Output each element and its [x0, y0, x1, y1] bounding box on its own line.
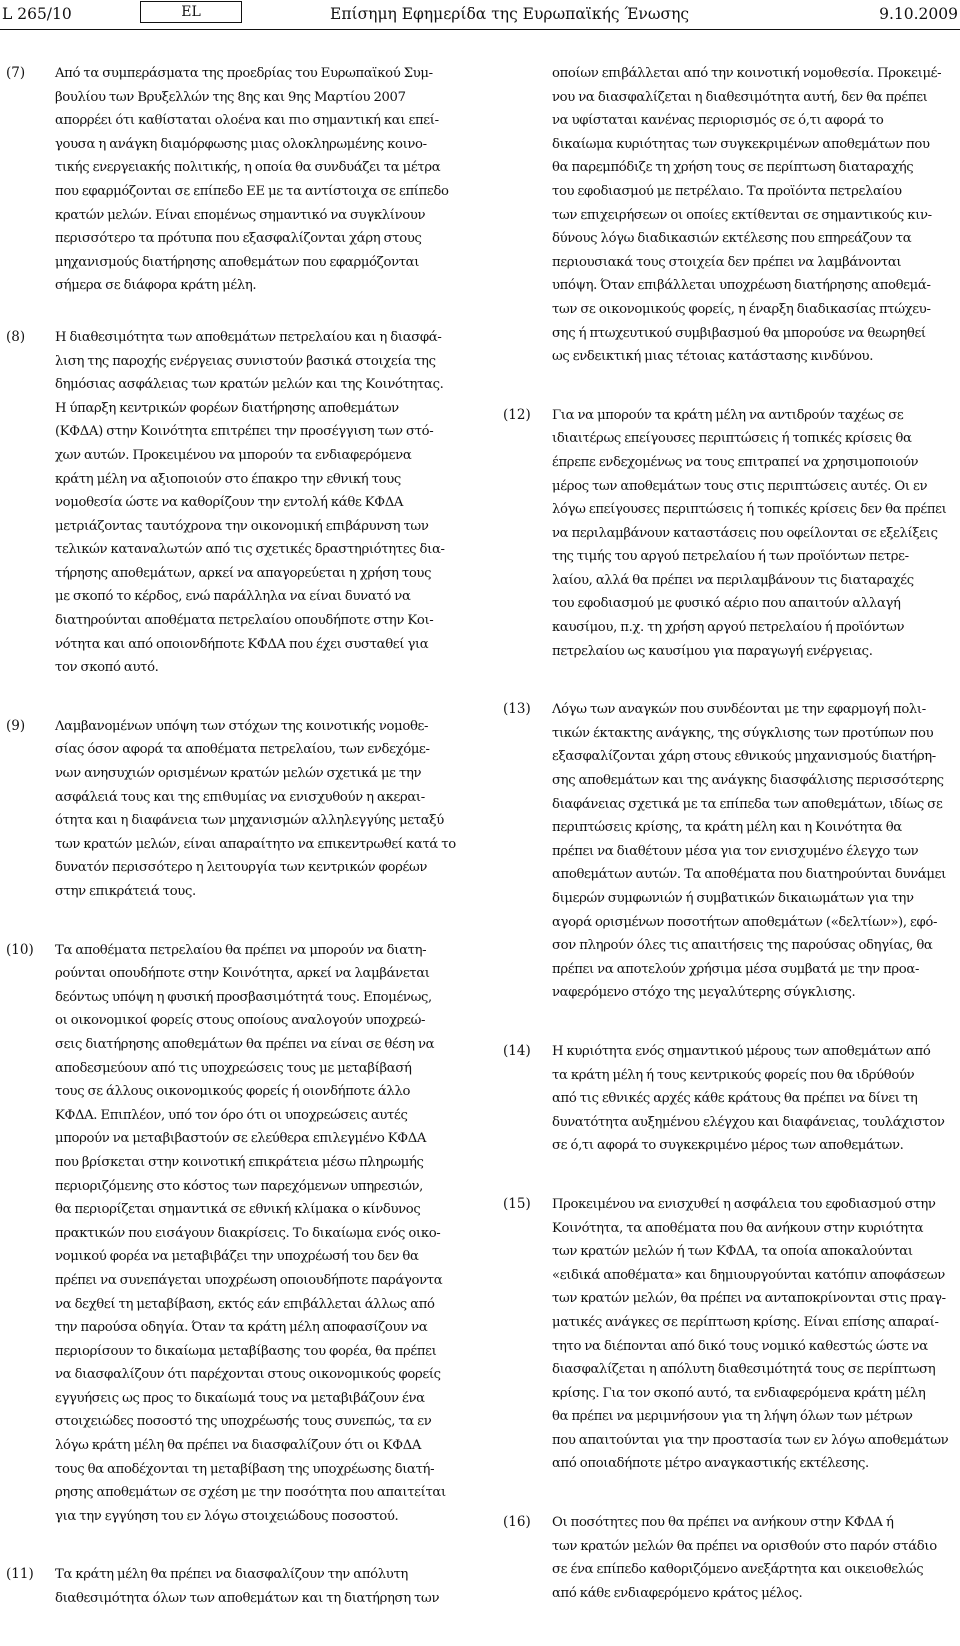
recital-9 — [0, 715, 465, 904]
recital-text: οποίων επιβάλλεται από την κοινοτική νομοθεσία. Προκειμέ- νου να διασφαλίζεται η διαθεσιμότητα αυτή, δεν θα πρέπει να υφίσταται κανένας περιορισμός σε ό,τι αφορά το δικαίωμα κυριότητας των συγκεκριμένων αποθεμάτων που θα παρεμπόδιζε τη χρήση τους σε περίπτωση διαταραχής του εφοδιασμού με πετρέλαιο. Τα προϊόντα πετρελαίου των επιχειρήσεων οι οποίες εκτίθενται σε σημαντικούς κιν- δύνους λόγω διαδικασιών εκτέλεσης που επηρεάζουν τα περιουσιακά τους στοιχεία δεν πρέπει να λαμβάνονται υπόψη. Όταν επιβάλλεται υποχρέωση διατήρησης αποθεμά- των σε οικονομικούς φορείς, η έναρξη διαδικασίας πτώχευ- σης ή πτωχευτικού συμβιβασμού θα μπορούσε να θεωρηθεί ως ενδεικτική μιας τέτοιας κατάστασης κινδύνου. — [552, 66, 942, 365]
recital-text: Από τα συμπεράσματα της προεδρίας του Ευρωπαϊκού Συμ- βουλίου των Βρυξελλών της 8ης και 9ης Μαρτίου 2007 απορρέει ότι καθίσταται ολοένα και πιο σημαντική και επεί- γουσα η ανάγκη διαμόρφωσης μιας ολοκληρωμένης κοινο- τικής ενεργειακής πολιτικής, η οποία θα συνδυάζει τα μέτρα που εφαρμόζονται σε επίπεδο ΕΕ με τα αντίστοιχα σε επίπεδο κρατών μελών. Είναι επομένως σημαντικό να συγκλίνουν περισσότερο τα πρότυπα που εξασφαλίζονται χάρη στους μηχανισμούς διατήρησης αποθεμάτων που εφαρμόζονται σήμερα σε διάφορα κράτη μέλη. — [55, 66, 449, 294]
recital-14 — [497, 1040, 957, 1158]
page-header — [0, 0, 960, 30]
recital-text: Η κυριότητα ενός σημαντικού μέρους των αποθεμάτων από τα κράτη μέλη ή τους κεντρικούς φορείς που θα ιδρύθούν από τις εθνικές αρχές κάθε κράτους θα πρέπει να δίνει τη δυνατότητα αυξημένου ελέγχου και διαφάνειας, τουλάχιστον σε ό,τι αφορά το συγκεκριμένο μέρος των αποθεμάτων. — [552, 1043, 945, 1154]
recital-text: Οι ποσότητες που θα πρέπει να ανήκουν στην ΚΦΔΑ ή των κρατών μελών θα πρέπει να ορισθούν στο παρόν στάδιο σε ένα επίπεδο καθοριζόμενο ανεξάρτητα και οικειοθελώς από κάθε ενδιαφερόμενο κράτος μέλος. — [552, 1515, 937, 1601]
recital-number: (16) — [503, 1514, 531, 1531]
recital-text: Η διαθεσιμότητα των αποθεμάτων πετρελαίου και η διασφά- λιση της παροχής ενέργειας συνιστούν βασικά στοιχεία της δημόσιας ασφάλειας των κρατών μελών και της Κοινότητας. Η ύπαρξη κεντρικών φορέων διατήρησης αποθεμάτων (ΚΦΔΑ) στην Κοινότητα επιτρέπει την προσέγγιση των στό- χων αυτών. Προκειμένου να μπορούν τα ενδιαφερόμενα κράτη μέλη να αξιοποιούν στο έπακρο την εθνική τους νομοθεσία ώστε να καθορίζουν την εντολή κάθε ΚΦΔΑ μετριάζοντας ταυτόχρονα την οικονομική επιβάρυνση των τελικών καταναλωτών από τις σχετικές δραστηριότητες δια- τήρησης αποθεμάτων, αρκεί να απαγορεύεται η χρήση τους με σκοπό το κέρδος, ενώ παράλληλα να είναι δυνατό να διατηρούνται αποθέματα πετρελαίου οπουδήποτε στην Κοι- νότητα και από οποιονδήποτε ΚΦΔΑ που έχει συσταθεί για τον σκοπό αυτό. — [55, 329, 445, 676]
recital-12 — [497, 404, 957, 664]
recital-number: (13) — [503, 701, 531, 718]
recital-number: (11) — [6, 1566, 34, 1583]
recital-number: (9) — [6, 717, 26, 734]
journal-title: Επίσημη Εφημερίδα της Ευρωπαϊκής Ένωσης — [330, 5, 690, 23]
right-column — [497, 62, 957, 1640]
recital-7 — [0, 62, 465, 298]
recital-text: Τα αποθέματα πετρελαίου θα πρέπει να μπορούν να διατη- ρούνται οπουδήποτε στην Κοινότητα, αρκεί να λαμβάνεται δεόντως υπόψη η φυσική προσβασιμότητά τους. Επομένως, οι οικονομικοί φορείς στους οποίους αναλογούν υποχρεώ- σεις διατήρησης αποθεμάτων θα πρέπει να είναι σε θέση να αποδεσμεύουν από τις υποχρεώσεις τους με μεταβίβασή τους σε άλλους οικονομικούς φορείς ή οιονδήποτε άλλο ΚΦΔΑ. Επιπλέον, υπό τον όρο ότι οι υποχρεώσεις αυτές μπορούν να μεταβιβαστούν σε ελεύθερα επιλεγμένο ΚΦΔΑ που βρίσκεται στην κοινοτική επικράτεια μέσω πληρωμής περιοριζόμενης στο κόστος των παρεχόμενων υπηρεσιών, θα περιορίζεται σημαντικά σε εθνική κλίμακα ο κίνδυνος πρακτικών που εισάγουν διακρίσεις. Το δικαίωμα ενός οικο- νομικού φορέα να μεταβιβάζει την υποχρέωσή του δεν θα πρέπει να συνεπάγεται υποχρέωση οποιουδήποτε παράγοντα να δεχθεί τη μεταβίβαση, εκτός εάν επιβάλλεται άλλως από την παρούσα οδηγία. Όταν τα κράτη μέλη αποφασίζουν να περιορίσουν το δικαίωμα μεταβίβασης του φορέα, θα πρέπει να διασφαλίζουν ότι παρέχονται στους οικονομικούς φορείς εγγυήσεις ως προς το δικαίωμά τους να μεταβιβάζουν ένα στοιχειώδες ποσοστό της υποχρέωσής τους συνεπώς, τα εν λόγω κράτη μέλη θα πρέπει να διασφαλίζουν ότι οι ΚΦΔΑ τους θα αποδέχονται τη μεταβίβαση της υποχρέωσης διατή- ρησης αποθεμάτων σε σχέση με την ποσότητα που απαιτείται για την εγγύηση του εν λόγω στοιχειώδους ποσοστού. — [55, 942, 446, 1524]
recital-11 — [0, 1563, 465, 1610]
page-reference: L 265/10 — [2, 5, 72, 23]
recital-text: Λόγω των αναγκών που συνδέονται με την εφαρμογή πολι- τικών έκτακτης ανάγκης, της σύγκλισης των προτύπων που εξασφαλίζονται χάρη στους εθνικούς μηχανισμούς διατήρη- σης αποθεμάτων και της ανάγκης διασφάλισης περισσότερης διαφάνειας σχετικά με τα επίπεδα των αποθεμάτων, ιδίως σε περιπτώσεις κρίσης, τα κράτη μέλη και η Κοινότητα θα πρέπει να διαθέτουν μέσα για τον ενισχυμένο έλεγχο των αποθεμάτων αυτών. Τα αποθέματα που διατηρούνται δυνάμει διμερών συμφωνιών ή συμβατικών δικαιωμάτων για την αγορά ορισμένων ποσοτήτων αποθεμάτων («δελτίων»), εφό- σον πληρούν όλες τις απαιτήσεις της παρούσας οδηγίας, θα πρέπει να αποτελούν χρήσιμα μέσα συμβατά με την προα- ναφερόμενο στόχο της μεγαλύτερης σύγκλισης. — [552, 702, 946, 1001]
recital-number: (15) — [503, 1195, 531, 1212]
left-column — [0, 62, 465, 1646]
header-rule — [0, 29, 960, 30]
recital-10 — [0, 939, 465, 1529]
recital-8 — [0, 326, 465, 680]
recital-13 — [497, 698, 957, 1005]
recital-text: Προκειμένου να ενισχυθεί η ασφάλεια του εφοδιασμού στην Κοινότητα, τα αποθέματα που θα ανήκουν στην κυριότητα των κρατών μελών ή των ΚΦΔΑ, τα οποία αποκαλούνται «ειδικά αποθέματα» και δημιουργούνται κατόπιν αποφάσεων των κρατών μελών, θα πρέπει να ανταποκρίνονται στις πραγ- ματικές ανάγκες σε περίπτωση κρίσης. Είναι επίσης απαραί- τητο να διέπονται από δικό τους νομικό καθεστώς ώστε να διασφαλίζεται η απόλυτη διαθεσιμότητά τους σε περίπτωση κρίσης. Για τον σκοπό αυτό, τα ενδιαφερόμενα κράτη μέλη θα πρέπει να μεριμνήσουν για τη λήψη όλων των μέτρων που απαιτούνται για την προστασία των εν λόγω αποθεμάτων από οποιαδήποτε μέτρο αναγκαστικής εκτέλεσης. — [552, 1196, 949, 1472]
publication-date: 9.10.2009 — [879, 5, 958, 23]
recital-15 — [497, 1193, 957, 1476]
recital-number: (8) — [6, 328, 26, 345]
recital-number: (14) — [503, 1042, 531, 1059]
recital-text: Για να μπορούν τα κράτη μέλη να αντιδρούν ταχέως σε ιδιαιτέρως επείγουσες περιπτώσεις ή τοπικές κρίσεις θα έπρεπε ενδεχομένως να τους επιτραπεί να χρησιμοποιούν μέρος των αποθεμάτων τους στις περιπτώσεις αυτές. Οι εν λόγω επείγουσες περιπτώσεις ή τοπικές κρίσεις δεν θα πρέπει να περιλαμβάνουν καταστάσεις που οφείλονται σε εξελίξεις της τιμής του αργού πετρελαίου ή των προϊόντων πετρε- λαίου, αλλά θα πρέπει να περιλαμβάνουν τις διαταραχές του εφοδιασμού με φυσικό αέριο που απαιτούν αλλαγή καυσίμου, π.χ. τη χρήση αργού πετρελαίου ή προϊόντων πετρελαίου ως καυσίμου για παραγωγή ενέργειας. — [552, 407, 947, 659]
recital-number: (7) — [6, 65, 26, 81]
recital-number: (10) — [6, 941, 34, 958]
recital-text: Τα κράτη μέλη θα πρέπει να διασφαλίζουν την απόλυτη διαθεσιμότητα όλων των αποθεμάτων και τη διατήρηση των — [55, 1567, 440, 1607]
language-box: EL — [140, 1, 242, 23]
recital-11-continued — [497, 62, 957, 369]
recital-16 — [497, 1511, 957, 1605]
recital-number: (12) — [503, 406, 531, 423]
recital-text: Λαμβανομένων υπόψη των στόχων της κοινοτικής νομοθε- σίας όσον αφορά τα αποθέματα πετρελαίου, των ενδεχόμε- νων ανησυχιών ορισμένων κρατών μελών σχετικά με την ασφάλειά τους και της επιθυμίας να ενισχυθούν η ακεραι- ότητα και η διαφάνεια των μηχανισμών αλληλεγγύης μεταξύ των κρατών μελών, είναι απαραίτητο να επικεντρωθεί κατά το δυνατόν περισσότερο η λειτουργία των κεντρικών φορέων στην επικράτειά τους. — [55, 718, 456, 899]
